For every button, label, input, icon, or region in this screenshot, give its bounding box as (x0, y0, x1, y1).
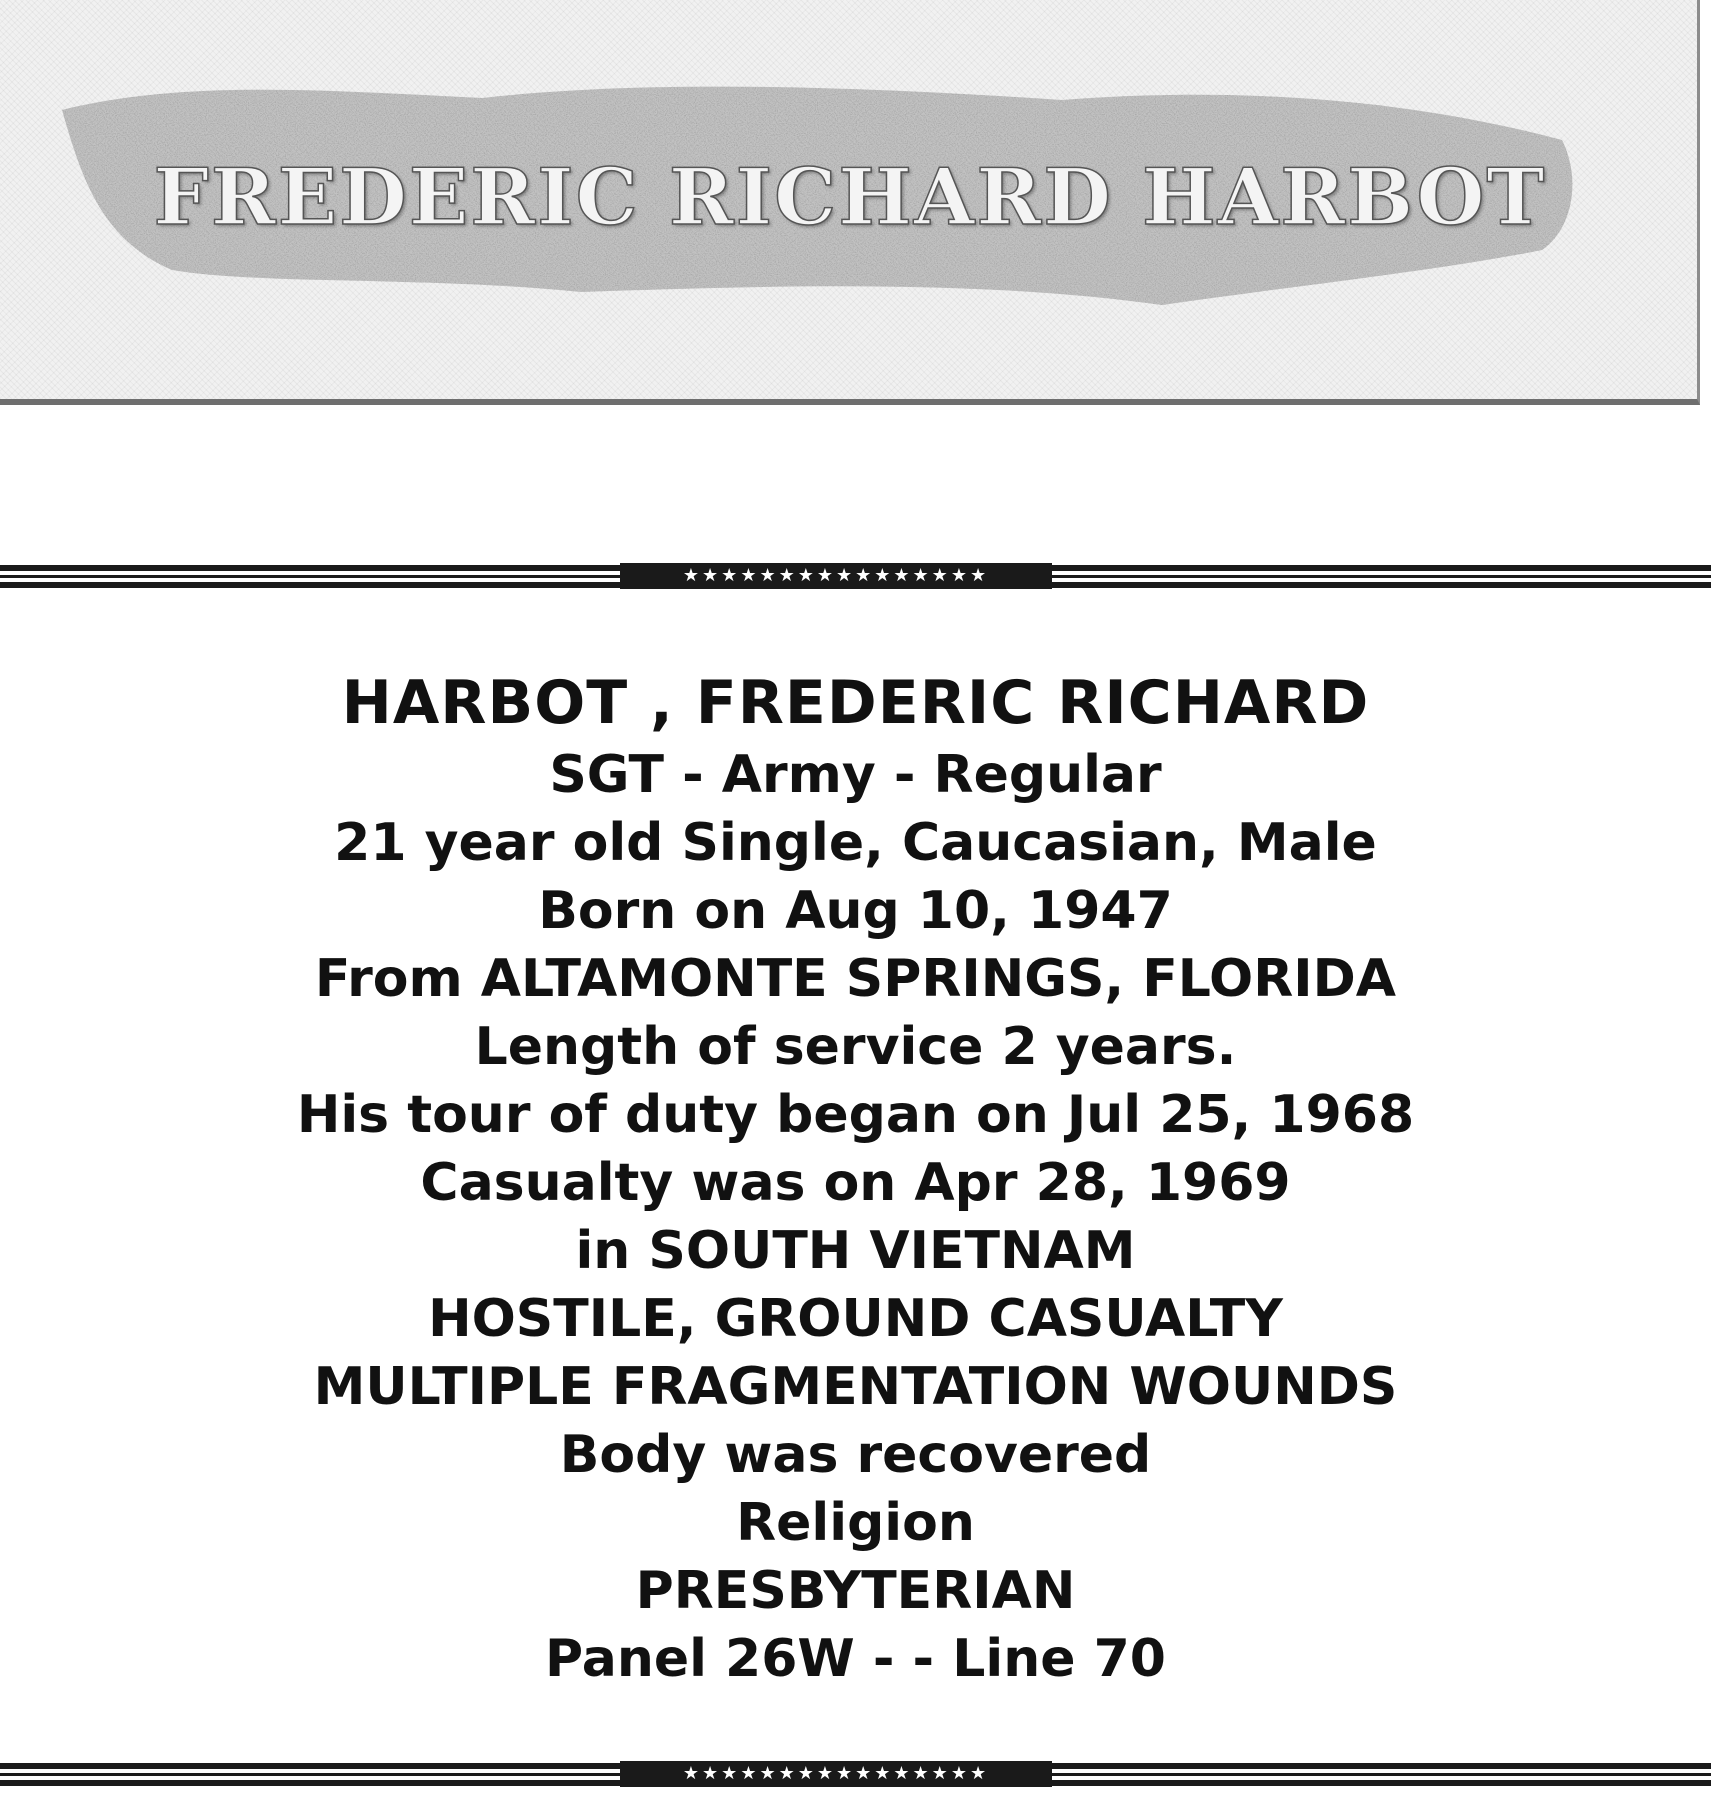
star-divider-bottom (0, 1763, 1711, 1789)
record-line-service-length: Length of service 2 years. (474, 1017, 1237, 1077)
name-banner (0, 0, 1700, 405)
record-line-cause: MULTIPLE FRAGMENTATION WOUNDS (313, 1357, 1398, 1417)
record-line-location: in SOUTH VIETNAM (575, 1221, 1136, 1281)
record-line-panel: Panel 26W - - Line 70 (545, 1629, 1166, 1689)
record-line-rank: SGT - Army - Regular (549, 745, 1162, 805)
record-line-birth: Born on Aug 10, 1947 (538, 881, 1173, 941)
record-line-religion: PRESBYTERIAN (635, 1561, 1076, 1621)
star-divider-top (0, 565, 1711, 591)
banner-name-text: FREDERIC RICHARD HARBOT (153, 152, 1547, 243)
record-line-hometown: From ALTAMONTE SPRINGS, FLORIDA (314, 949, 1397, 1009)
star-row-icon: ★★★★★★★★★★★★★★★★ (620, 1761, 1052, 1787)
record-name: HARBOT , FREDERIC RICHARD (341, 668, 1370, 738)
record-line-age: 21 year old Single, Caucasian, Male (334, 813, 1377, 873)
casualty-record (0, 665, 1711, 1693)
record-line-casualty-date: Casualty was on Apr 28, 1969 (420, 1153, 1291, 1213)
record-line-casualty-type: HOSTILE, GROUND CASUALTY (428, 1289, 1283, 1349)
star-row-icon: ★★★★★★★★★★★★★★★★ (620, 563, 1052, 589)
record-line-religion-label: Religion (736, 1493, 975, 1553)
record-line-tour-start: His tour of duty began on Jul 25, 1968 (296, 1085, 1415, 1145)
record-line-body-status: Body was recovered (559, 1425, 1152, 1485)
